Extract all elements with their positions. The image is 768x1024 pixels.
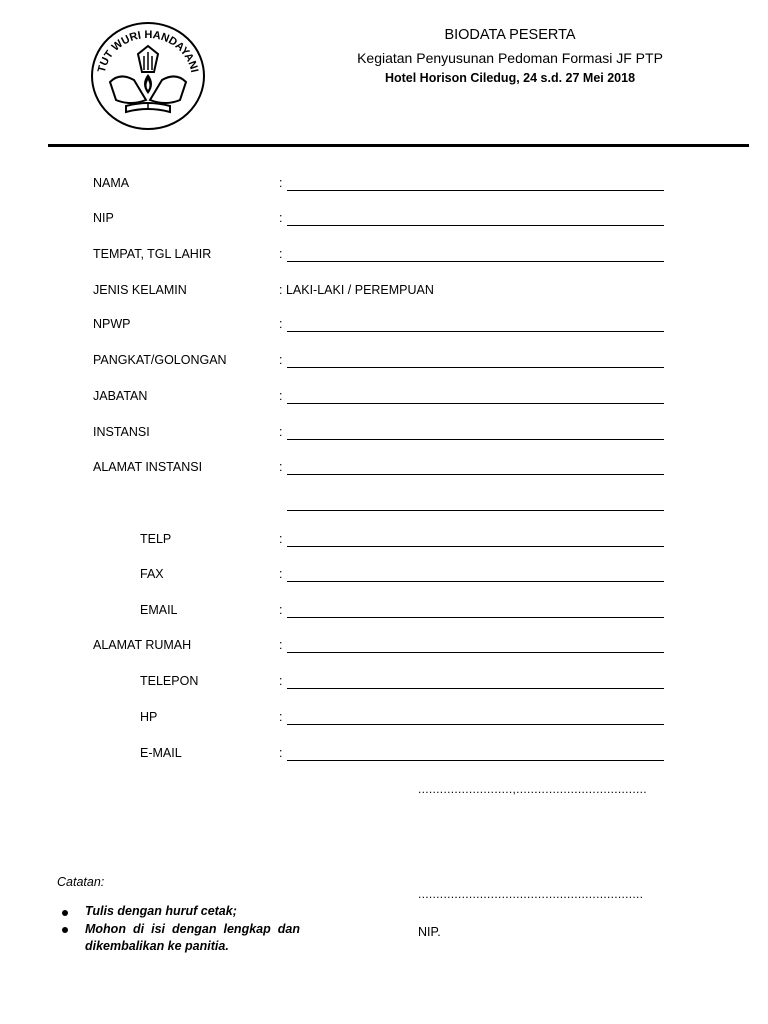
bullet-icon <box>62 910 68 916</box>
fill-line[interactable] <box>287 546 664 547</box>
field-alamat-instansi-continued <box>0 494 768 514</box>
signature-nip-label: NIP. <box>418 925 441 939</box>
fill-line[interactable] <box>287 724 664 725</box>
fill-line[interactable] <box>287 510 664 511</box>
fill-line[interactable] <box>287 261 664 262</box>
field-label: HP <box>140 710 158 724</box>
fill-line[interactable] <box>287 688 664 689</box>
fill-line[interactable] <box>287 225 664 226</box>
field-npwp: NPWP : <box>0 315 768 335</box>
form-title: BIODATA PESERTA <box>444 27 576 43</box>
fill-line[interactable] <box>287 581 664 582</box>
field-label: NPWP <box>93 317 131 331</box>
field-label: TELEPON <box>140 674 199 688</box>
note-item: Tulis dengan huruf cetak; <box>85 904 237 918</box>
bullet-icon <box>62 927 68 933</box>
fill-line[interactable] <box>287 331 664 332</box>
field-label: ALAMAT INSTANSI <box>93 460 203 474</box>
field-telepon: TELEPON : <box>0 672 768 692</box>
field-label: PANGKAT/GOLONGAN <box>93 353 227 367</box>
event-location-date: Hotel Horison Ciledug, 24 s.d. 27 Mei 2018 <box>384 71 636 85</box>
field-hp: HP : <box>0 708 768 728</box>
signature-name-line[interactable]: .............................................................. <box>418 887 644 901</box>
field-alamat-rumah: ALAMAT RUMAH : <box>0 636 768 656</box>
field-telp: TELP : <box>0 530 768 550</box>
field-label: INSTANSI <box>93 425 150 439</box>
field-fax: FAX : <box>0 565 768 585</box>
notes-title: Catatan: <box>57 875 105 889</box>
field-tempat-tgl-lahir: TEMPAT, TGL LAHIR : <box>0 245 768 265</box>
tut-wuri-handayani-logo <box>90 20 206 132</box>
fill-line[interactable] <box>287 652 664 653</box>
event-title: Kegiatan Penyusunan Pedoman Formasi JF PTP <box>357 50 663 66</box>
fill-line[interactable] <box>287 474 664 475</box>
field-email: EMAIL : <box>0 601 768 621</box>
field-label: ALAMAT RUMAH <box>93 638 192 652</box>
field-label: FAX <box>140 567 164 581</box>
place-date-line[interactable]: ..........................,.................................... <box>418 782 647 796</box>
fill-line[interactable] <box>287 190 664 191</box>
field-label: JENIS KELAMIN <box>93 283 187 297</box>
gender-options[interactable]: : LAKI-LAKI / PEREMPUAN <box>279 283 434 297</box>
field-nip: NIP : <box>0 209 768 229</box>
field-label: JABATAN <box>93 389 148 403</box>
field-label: E-MAIL <box>140 746 182 760</box>
fill-line[interactable] <box>287 760 664 761</box>
field-alamat-instansi: ALAMAT INSTANSI : <box>0 458 768 478</box>
fill-line[interactable] <box>287 617 664 618</box>
field-e-mail: E-MAIL : <box>0 744 768 764</box>
fill-line[interactable] <box>287 367 664 368</box>
field-label: NIP <box>93 211 114 225</box>
fill-line[interactable] <box>287 439 664 440</box>
field-instansi: INSTANSI : <box>0 423 768 443</box>
field-label: EMAIL <box>140 603 178 617</box>
field-label: TELP <box>140 532 172 546</box>
field-jabatan: JABATAN : <box>0 387 768 407</box>
fill-line[interactable] <box>287 403 664 404</box>
logo-text: TUT WURI HANDAYANI <box>95 28 201 74</box>
header-divider <box>48 144 749 147</box>
note-item: Mohon di isi dengan lengkap dan dikembalikan ke panitia. <box>85 922 300 953</box>
field-label: TEMPAT, TGL LAHIR <box>93 247 212 261</box>
field-nama: NAMA : <box>0 174 768 194</box>
field-jenis-kelamin <box>0 281 768 301</box>
field-label: NAMA <box>93 176 130 190</box>
field-pangkat-golongan: PANGKAT/GOLONGAN : <box>0 351 768 371</box>
